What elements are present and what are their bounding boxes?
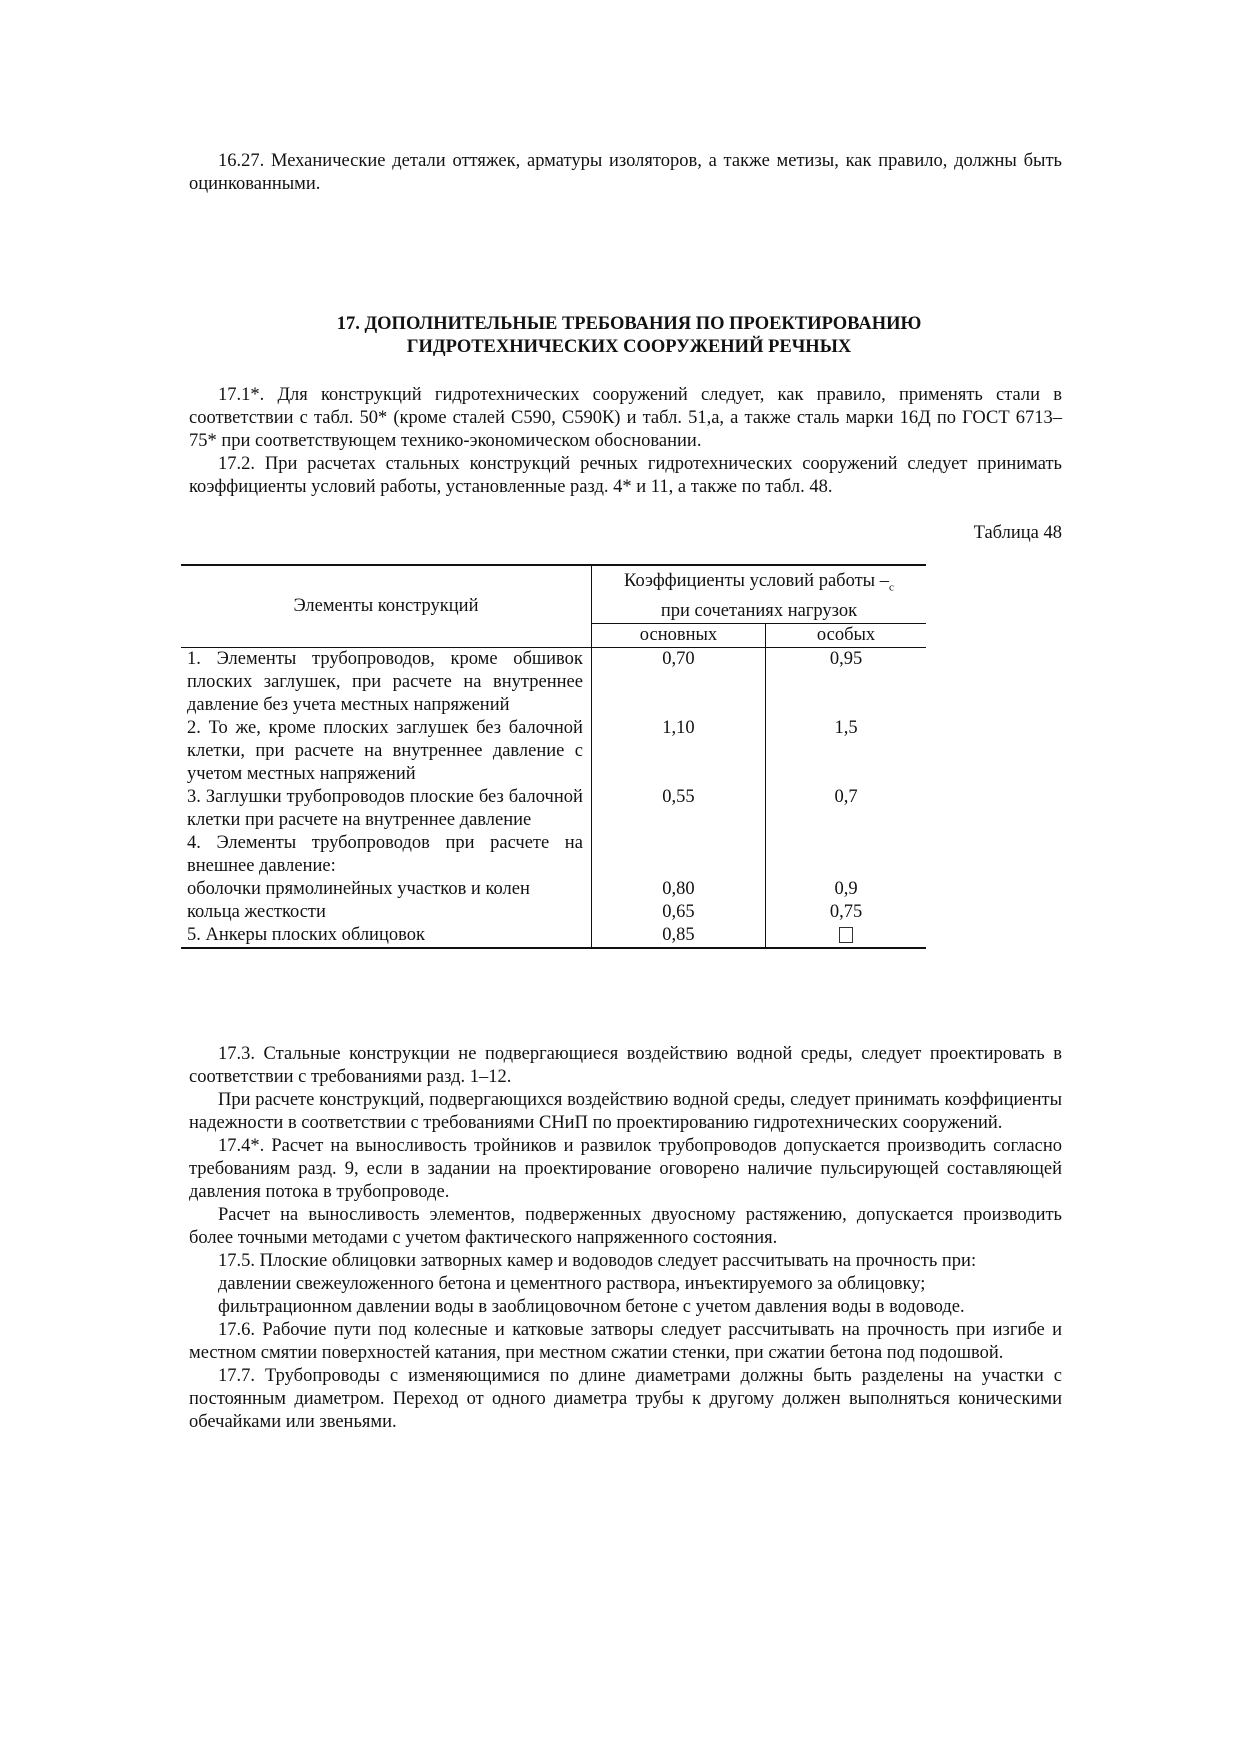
paragraph-17-3: 17.3. Стальные конструкции не подвергающиеся воздействию водной среды, следует проектировать в соответствии с требованиями разд. 1–12. (189, 1044, 1062, 1087)
paragraph-17-1: 17.1*. Для конструкций гидротехнических сооружений следует, как правило, применять стали в соответствии с табл. 50* (кроме сталей С590, С590К) и табл. 51,а, а также сталь марки 16Д по ГОСТ 6713–75* при соответствующем технико-экономическом обосновании. (189, 385, 1062, 451)
row-special-value: 1,5 (834, 717, 858, 738)
section-title (189, 313, 1069, 359)
paragraph-water-environment: При расчете конструкций, подвергающихся воздействию водной среды, следует принимать коэффициенты надежности в соответствии с требованиями СНиП по проектированию гидротехнических сооружений. (189, 1090, 1062, 1133)
paragraph-16-27: 16.27. Механические детали оттяжек, арматуры изоляторов, а также метизы, как правило, должны быть оцинкованными. (189, 151, 1062, 194)
header-coef-subscript: c (888, 581, 894, 594)
row-basic-value (591, 832, 765, 878)
paragraph-17-4: 17.4*. Расчет на выносливость тройников и развилок трубопроводов допускается производить согласно требованиям разд. 9, если в задании на проектирование оговорено наличие пульсирующей составляющей давления потока в трубопроводе. (189, 1136, 1062, 1202)
row-special-value: 0,7 (834, 786, 858, 807)
row-label: 2. То же, кроме плоских заглушек без балочной клетки, при расчете на внутреннее давление с учетом местных напряжений (181, 717, 591, 786)
table-row (181, 647, 926, 717)
paragraph-17-2: 17.2. При расчетах стальных конструкций речных гидротехнических сооружений следует принимать коэффициенты условий работы, установленные разд. 4* и 11, а также по табл. 48. (189, 454, 1062, 497)
row-basic-value: 1,10 (591, 717, 765, 786)
table-row (181, 924, 926, 948)
row-label: 1. Элементы трубопроводов, кроме обшивок плоских заглушек, при расчете на внутреннее давление без учета местных напряжений (181, 647, 591, 717)
paragraph-17-7: 17.7. Трубопроводы с изменяющимися по длине диаметрами должны быть разделены на участки с постоянным диаметром. Переход от одного диаметра трубы к другому должен выполняться коническими обечайками или звеньями. (189, 1366, 1062, 1432)
row-special-value: 0,75 (829, 901, 863, 922)
paragraph-17-5: 17.5. Плоские облицовки затворных камер и водоводов следует рассчитывать на прочность при: (218, 1251, 977, 1271)
header-coef-tail: при сочетаниях нагрузок (660, 600, 858, 621)
table-row (181, 901, 926, 924)
paragraph-filtration-pressure: фильтрационном давлении воды в заоблицовочном бетоне с учетом давления воды в водоводе. (218, 1297, 965, 1317)
header-special: особых (766, 623, 926, 647)
intro-paragraphs (189, 384, 1062, 499)
row-special-value: 0,9 (834, 878, 858, 899)
row-label: 4. Элементы трубопроводов при расчете на внешнее давление: (181, 832, 591, 878)
paragraph-concrete-pressure: давлении свежеуложенного бетона и цементного раствора, инъектируемого за облицовку; (218, 1274, 926, 1294)
row-basic-value: 0,55 (591, 786, 765, 832)
row-label: оболочки прямолинейных участков и колен (181, 878, 591, 901)
coefficients-table (181, 564, 926, 949)
header-coefficients (591, 565, 926, 623)
table-caption: Таблица 48 (973, 523, 1062, 543)
row-basic-value: 0,80 (591, 878, 765, 901)
row-label: 3. Заглушки трубопроводов плоские без балочной клетки при расчете на внутреннее давление (181, 786, 591, 832)
row-special-value (766, 924, 926, 948)
section-title-line2: ГИДРОТЕХНИЧЕСКИХ СООРУЖЕНИЙ РЕЧНЫХ (406, 337, 852, 357)
row-basic-value: 0,65 (591, 901, 765, 924)
table-row (181, 832, 926, 878)
table-row (181, 717, 926, 786)
header-basic: основных (591, 623, 765, 647)
header-coef-main: Коэффициенты условий работы – (624, 571, 889, 591)
table-row (181, 878, 926, 901)
row-label: 5. Анкеры плоских облицовок (181, 924, 591, 948)
missing-glyph-icon (839, 927, 853, 943)
table-row (181, 786, 926, 832)
row-label: кольца жесткости (181, 901, 591, 924)
row-special-value (766, 832, 926, 878)
paragraph-17-6: 17.6. Рабочие пути под колесные и катковые затворы следует рассчитывать на прочность при изгибе и местном смятии поверхностей катания, при местном сжатии стенки, при сжатии бетона под подошвой. (189, 1320, 1062, 1363)
paragraph-16-27-block (189, 150, 1062, 196)
header-elements: Элементы конструкций (181, 565, 591, 647)
row-basic-value: 0,70 (591, 647, 765, 717)
row-basic-value: 0,85 (591, 924, 765, 948)
paragraph-biaxial: Расчет на выносливость элементов, подверженных двуосному растяжению, допускается производить более точными методами с учетом фактического напряженного состояния. (189, 1205, 1062, 1248)
bottom-paragraphs (189, 1043, 1062, 1434)
row-special-value: 0,95 (829, 648, 863, 669)
section-title-line1: 17. ДОПОЛНИТЕЛЬНЫЕ ТРЕБОВАНИЯ ПО ПРОЕКТИРОВАНИЮ (336, 314, 922, 334)
